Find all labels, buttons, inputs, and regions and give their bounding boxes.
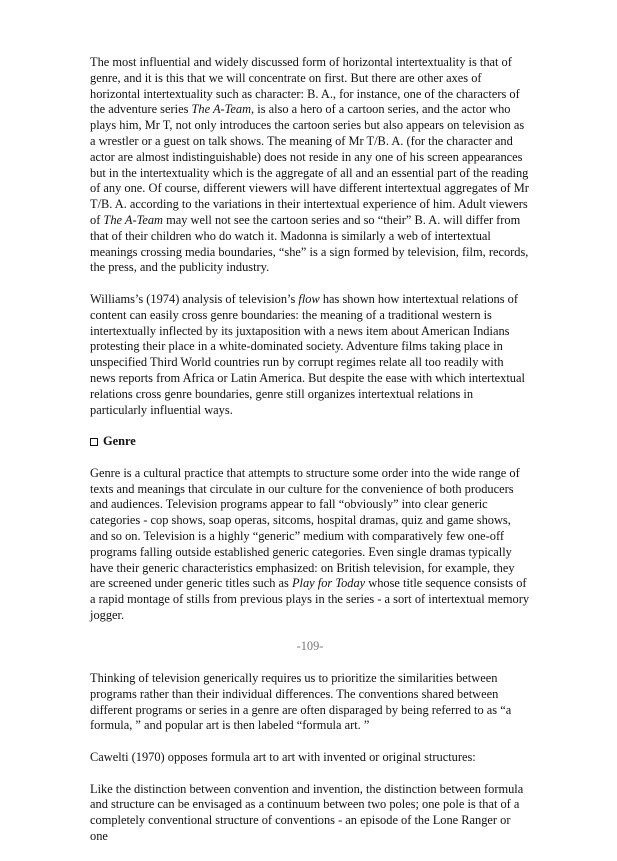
text-run: Thinking of television generically requires us to prioritize the similarities between programs rather than their individual differences. The conventions shared between different programs or series in a genre are often disparaged by being referred to as “a formula, ” and popular art is then labeled “formula art. ” <box>90 671 512 733</box>
paragraph <box>90 466 530 624</box>
text-run: Cawelti (1970) opposes formula art to art with invented or original structures: <box>90 750 476 765</box>
text-run: is also a hero of a cartoon series, and the actor who plays him, Mr T, not only introduces the cartoon series but also appears on television as a wrestler or a guest on talk shows. The meaning of Mr T/B. A. (for the character and actor are almost indistinguishable) does not reside in any one of his screen appearances but in the intertextuality which is the aggregate of all and an essential part of the reading of any one. Of course, different viewers will have different intertextual aggregates of Mr T/B. A. according to the variations in their intertextual experience of him. Adult viewers of <box>90 102 529 227</box>
paragraph <box>90 782 530 845</box>
italic-title: The A-Team <box>103 212 163 227</box>
section-heading <box>90 434 530 450</box>
section-heading-text: Genre <box>103 434 136 449</box>
paragraph <box>90 292 530 418</box>
text-run: Williams’s (1974) analysis of television’s <box>90 291 299 306</box>
italic-title: Play for Today <box>291 576 366 591</box>
text-run: The most influential and widely discussed form of horizontal intertextuality is that of genre, and it is this that we will concentrate on first. But there are other axes of horizontal intertextuality such as character: B. A., for instance, one of the characters of the adventure series <box>90 55 520 117</box>
document-page <box>90 55 530 861</box>
text-run: whose title sequence consists of a rapid montage of stills from previous plays in the series - a sort of intertextual memory jogger. <box>90 576 530 622</box>
page-number: -109- <box>296 639 324 654</box>
paragraph <box>90 671 530 734</box>
text-run: Like the distinction between convention and invention, the distinction between formula and structure can be envisaged as a continuum between two poles; one pole is that of a completely conventional structure of conventions - an episode of the Lone Ranger or one <box>90 781 524 844</box>
paragraph <box>90 55 530 276</box>
square-bullet-icon <box>90 438 98 446</box>
text-run: has shown how intertextual relations of content can easily cross genre boundaries: the meaning of a traditional western is intertextually inflected by its juxtaposition with a news item about American Indians protesting their place in a white-dominated society. Adventure films taking place in unspecified Third World countries run by corrupt regimes relate all too readily with news reports from Africa or Latin America. But despite the ease with which intertextual relations cross genre boundaries, genre still organizes intertextual relations in particularly influential ways. <box>90 291 525 417</box>
text-run: may well not see the cartoon series and so “their” B. A. will differ from that of their children who do watch it. Madonna is similarly a web of intertextual meanings crossing media boundaries, “she” is a sign formed by television, film, records, the press, and the publicity industry. <box>90 212 529 275</box>
italic-title: flow <box>298 291 320 306</box>
paragraph <box>90 750 530 766</box>
text-run: Genre is a cultural practice that attempts to structure some order into the wide range of texts and meanings that circulate in our culture for the convenience of both producers and audiences. Television programs appear to fall “obviously” into clear generic categories - cop shows, soap operas, sitcoms, hospital dramas, quiz and game shows, and so on. Television is a highly “generic” medium with comparatively few one-off programs falling outside established generic categories. Even single dramas typically have their generic characteristics emphasized: on British television, for example, they are screened under generic titles such as <box>90 465 520 591</box>
italic-title: The A-Team, <box>191 102 255 117</box>
